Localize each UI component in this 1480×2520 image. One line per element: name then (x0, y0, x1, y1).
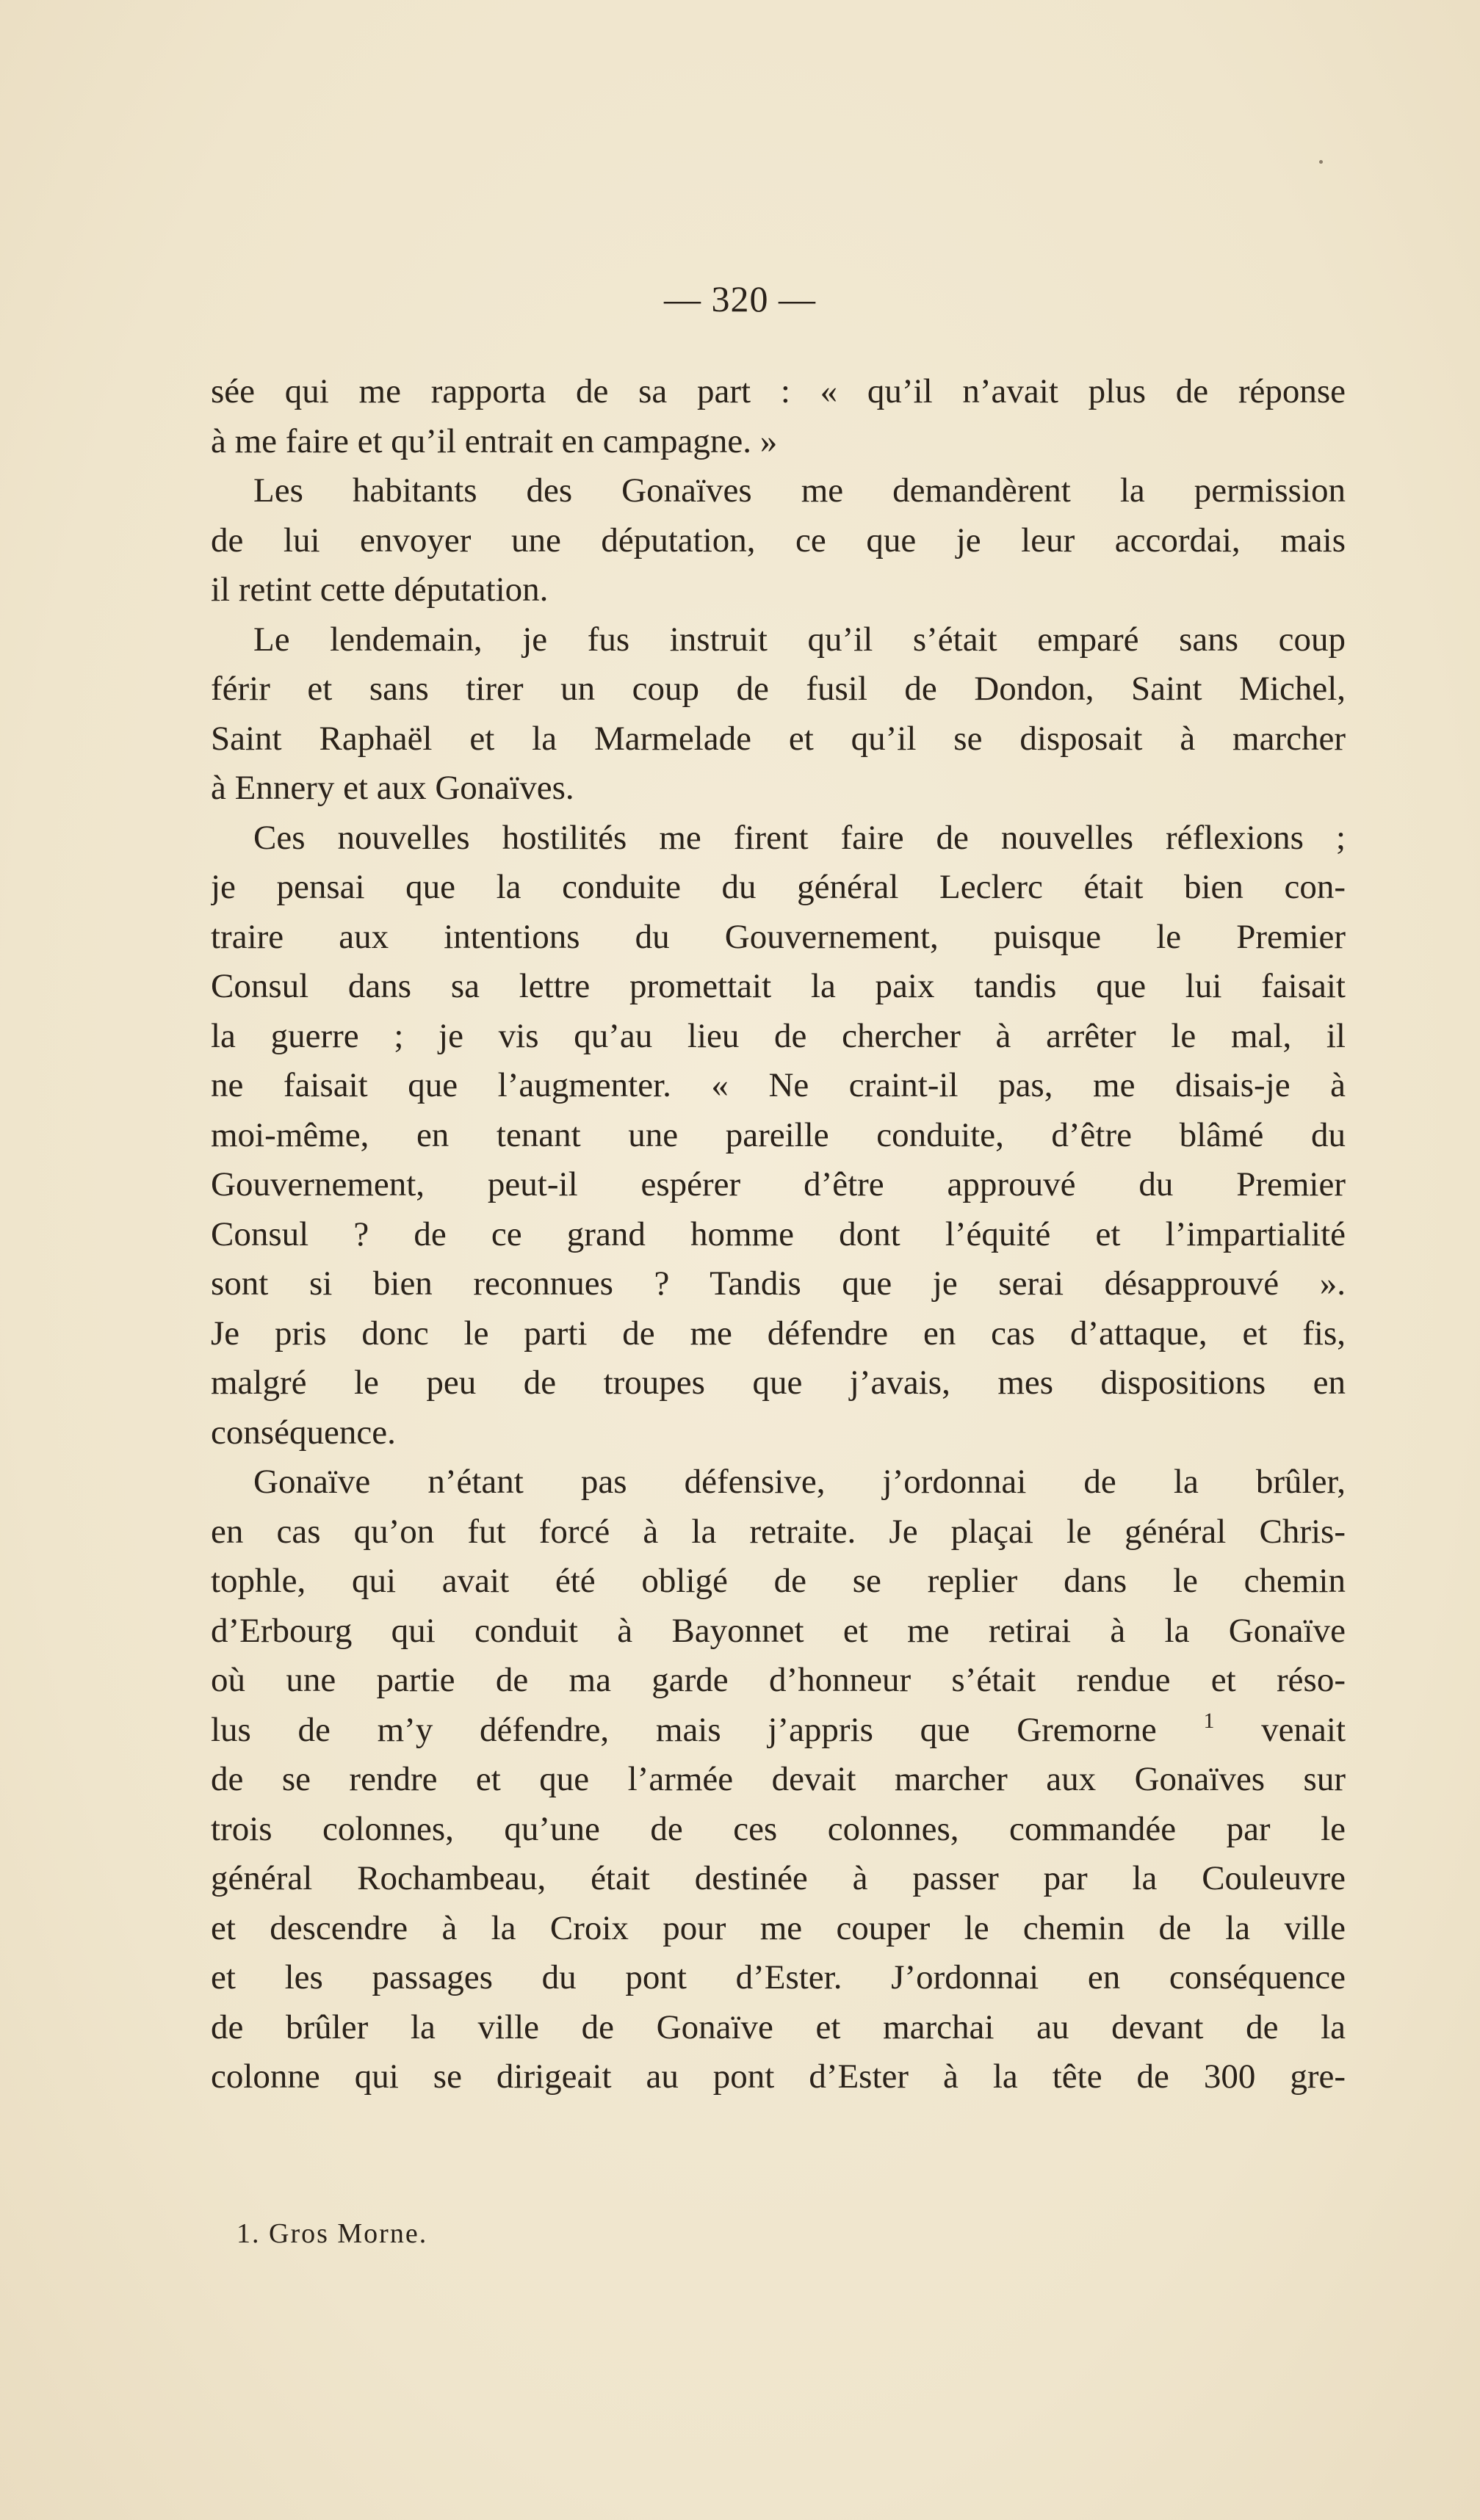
text-line-content: et descendre à la Croix pour me couper le chemin de la ville (211, 1908, 1346, 1947)
text-line (211, 1854, 1346, 1904)
text-line (211, 1656, 1346, 1706)
text-line (211, 1805, 1346, 1855)
text-line (211, 1706, 1346, 1756)
text-line (211, 367, 1346, 417)
text-line-content: Consul dans sa lettre promettait la paix tandis que lui faisait (211, 967, 1346, 1005)
text-line-content: Le lendemain, je fus instruit qu’il s’était emparé sans coup (253, 620, 1346, 659)
text-line (211, 1210, 1346, 1260)
text-line-content: Gonaïve n’étant pas défensive, j’ordonnai de la brûler, (253, 1463, 1346, 1501)
text-line (211, 1953, 1346, 2003)
text-line (211, 714, 1346, 764)
text-line-content: de lui envoyer une députation, ce que je leur accordai, mais (211, 521, 1346, 560)
text-line-content: de brûler la ville de Gonaïve et marchai au devant de la (211, 2007, 1346, 2046)
text-line-content: à Ennery et aux Gonaïves. (211, 769, 574, 807)
body-text (211, 367, 1346, 2102)
text-line (211, 2052, 1346, 2102)
text-line (211, 516, 1346, 566)
footnote-reference: 1 (1203, 1708, 1215, 1733)
text-line-content: trois colonnes, qu’une de ces colonnes, commandée par le (211, 1809, 1346, 1848)
text-line-content: où une partie de ma garde d’honneur s’était rendue et réso- (211, 1661, 1346, 1699)
text-line (211, 1309, 1346, 1359)
text-line (211, 962, 1346, 1012)
footnote-text: Gros Morne. (269, 2218, 428, 2249)
text-line-content: colonne qui se dirigeait au pont d’Ester à la tête de 300 gre- (211, 2057, 1346, 2096)
footnote-number: 1. (237, 2218, 261, 2249)
text-line-content: Ces nouvelles hostilités me firent faire de nouvelles réflexions ; (253, 818, 1346, 857)
paper-speck (1319, 160, 1323, 164)
text-line (211, 466, 1346, 516)
text-line-content: moi-même, en tenant une pareille conduite, d’être blâmé du (211, 1115, 1346, 1154)
text-line (211, 1111, 1346, 1161)
text-line (211, 1755, 1346, 1805)
text-line (211, 615, 1346, 665)
text-line-content: tophle, qui avait été obligé de se replier dans le chemin (211, 1562, 1346, 1600)
text-line-content: général Rochambeau, était destinée à passer par la Couleuvre (211, 1859, 1346, 1897)
text-line (211, 1012, 1346, 1062)
text-line (211, 2003, 1346, 2053)
text-line-content: sée qui me rapporta de sa part : « qu’il n’avait plus de réponse (211, 372, 1346, 410)
text-line (211, 1259, 1346, 1309)
text-line-content: de se rendre et que l’armée devait marcher aux Gonaïves sur (211, 1760, 1346, 1798)
text-line-content: lus de m’y défendre, mais j’appris que Gremorne (211, 1710, 1157, 1749)
text-line-content: il retint cette députation. (211, 571, 549, 609)
text-line-content: conséquence. (211, 1413, 396, 1452)
text-line (211, 764, 1346, 814)
text-line-content: férir et sans tirer un coup de fusil de Dondon, Saint Michel, (211, 670, 1346, 708)
text-line (211, 1607, 1346, 1657)
text-line-content: sont si bien reconnues ? Tandis que je serai désapprouvé ». (211, 1264, 1346, 1303)
text-line (211, 1904, 1346, 1954)
text-line (211, 913, 1346, 963)
text-line-content: malgré le peu de troupes que j’avais, mes dispositions en (211, 1364, 1346, 1402)
text-line (211, 417, 1346, 467)
text-line-content: Gouvernement, peut-il espérer d’être approuvé du Premier (211, 1165, 1346, 1203)
text-line-content: traire aux intentions du Gouvernement, puisque le Premier (211, 917, 1346, 956)
text-line (211, 863, 1346, 913)
footnote (237, 2217, 427, 2250)
text-line (211, 814, 1346, 863)
text-line-content: et les passages du pont d’Ester. J’ordonnai en conséquence (211, 1958, 1346, 1996)
text-line (211, 1507, 1346, 1557)
text-line-content: Les habitants des Gonaïves me demandèrent la permission (253, 471, 1346, 510)
text-line (211, 1358, 1346, 1408)
text-line (211, 1557, 1346, 1607)
text-line (211, 1061, 1346, 1111)
page-number: — 320 — (664, 278, 816, 319)
text-line-content: Saint Raphaël et la Marmelade et qu’il se disposait à marcher (211, 719, 1346, 758)
text-line (211, 1160, 1346, 1210)
text-line-tail: venait (1214, 1710, 1346, 1749)
text-line-content: ne faisait que l’augmenter. « Ne craint-il pas, me disais-je à (211, 1066, 1346, 1104)
text-line-content: en cas qu’on fut forcé à la retraite. Je plaçai le général Chris- (211, 1512, 1346, 1551)
text-line-content: Je pris donc le parti de me défendre en cas d’attaque, et fis, (211, 1314, 1346, 1353)
text-line-content: à me faire et qu’il entrait en campagne. » (211, 421, 778, 460)
text-line (211, 1408, 1346, 1458)
text-line (211, 565, 1346, 615)
text-line-content: Consul ? de ce grand homme dont l’équité et l’impartialité (211, 1214, 1346, 1253)
text-line (211, 1458, 1346, 1507)
text-line-content: je pensai que la conduite du général Leclerc était bien con- (211, 868, 1346, 906)
text-line-content: d’Erbourg qui conduit à Bayonnet et me retirai à la Gonaïve (211, 1611, 1346, 1650)
text-line (211, 665, 1346, 714)
text-line-content: la guerre ; je vis qu’au lieu de chercher à arrêter le mal, il (211, 1016, 1346, 1055)
